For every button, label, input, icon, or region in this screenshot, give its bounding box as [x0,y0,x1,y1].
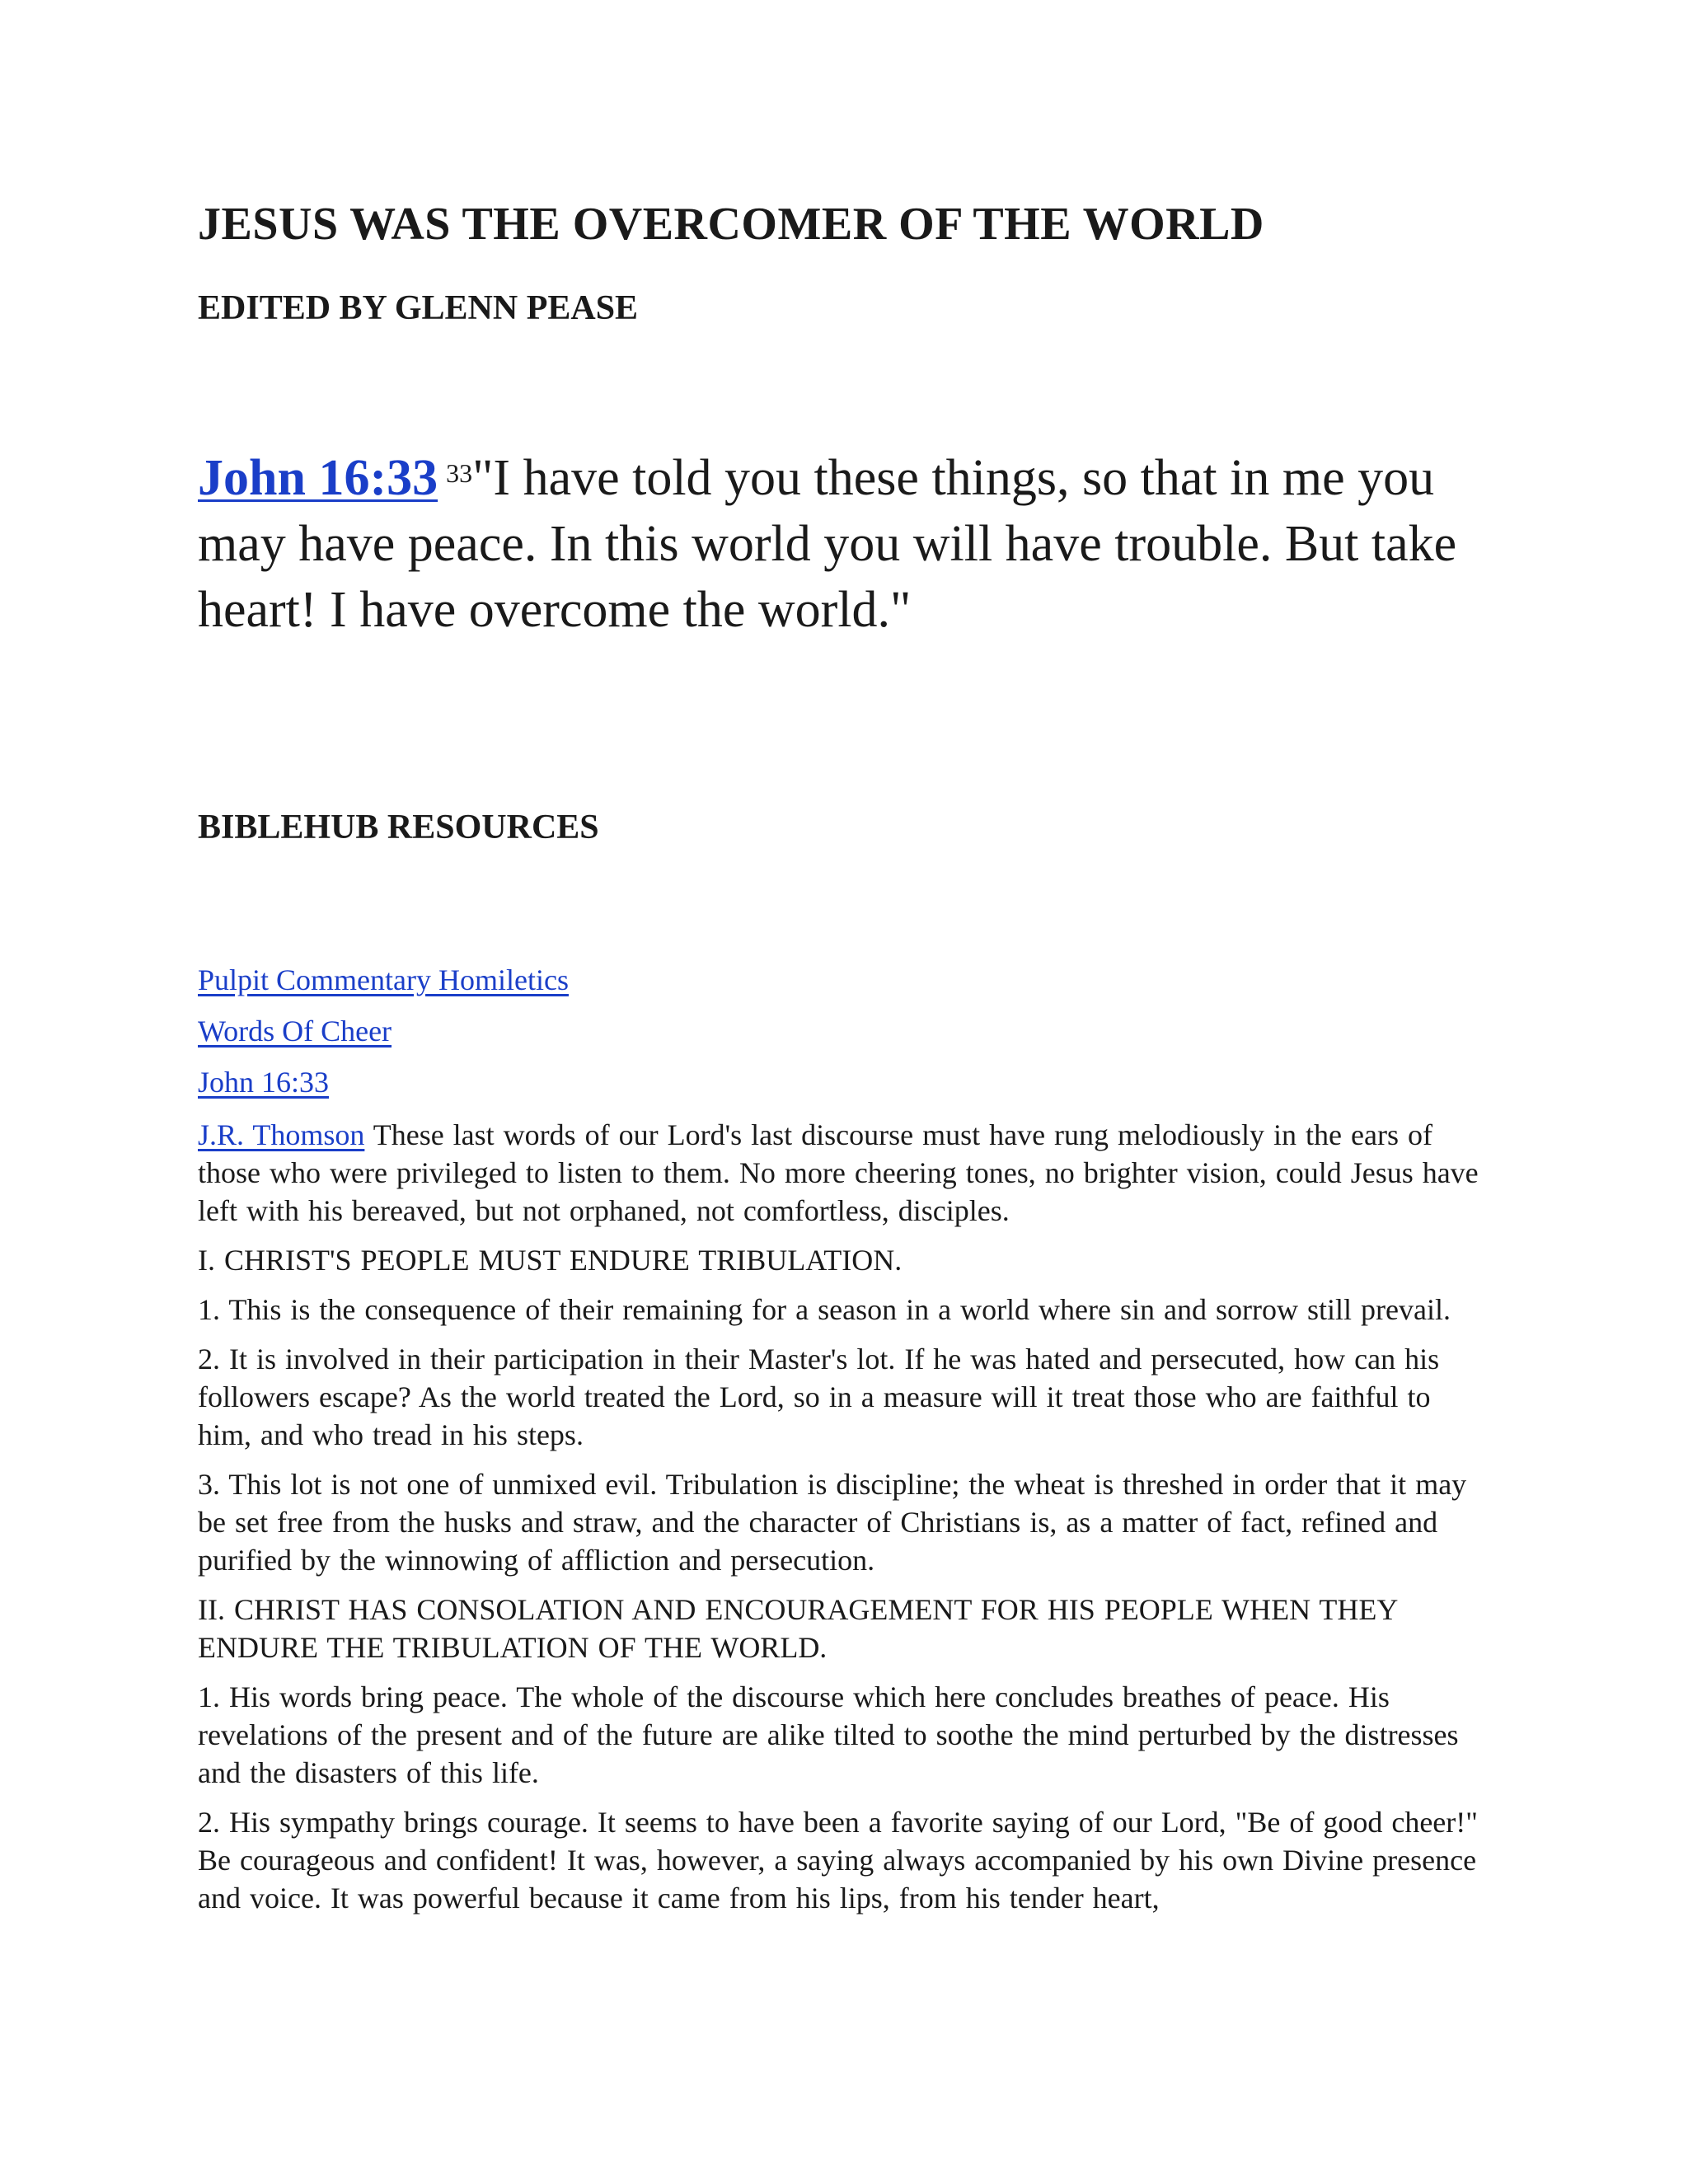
paragraph-heading-2: II. CHRIST HAS CONSOLATION AND ENCOURAGEMENT FOR HIS PEOPLE WHEN THEY ENDURE THE TRIBULATION OF THE WORLD. [198,1593,1398,1664]
paragraph: 3. This lot is not one of unmixed evil. Tribulation is discipline; the wheat is threshed in order that it may be set free from the husks and straw, and the character of Christians is, as a matter of fact, refined and purified by the winnowing of affliction and persecution. [198,1468,1467,1577]
paragraph-intro [198,1116,1484,1230]
verse-reference-link[interactable]: John 16:33 [198,450,438,506]
verse-number: 33 [446,458,473,488]
paragraph: 2. His sympathy brings courage. It seems to have been a favorite saying of our Lord, "Be of good cheer!" Be courageous and confident! It was, however, a saying always accompanied by his own Divine presence and voice. It was powerful because it came from his lips, from his tender heart, [198,1806,1478,1915]
paragraph-text: These last words of our Lord's last discourse must have rung melodiously in the ears of those who were privileged to listen to them. No more cheering tones, no brighter vision, could Jesus have left with his bereaved, but not orphaned, not comfortless, disciples. [198,1118,1479,1227]
passage-link[interactable]: John 16:33 [198,1066,330,1099]
commentary-link[interactable]: Pulpit Commentary Homiletics [198,963,569,996]
verse-text: "I have told you these things, so that in me you may have peace. In this world you will have trouble. But take heart! I have overcome the world." [198,450,1457,638]
section-heading: BIBLEHUB RESOURCES [198,808,599,846]
paragraph: 2. It is involved in their participation in their Master's lot. If he was hated and persecuted, how can his followers escape? As the world treated the Lord, so in a measure will it treat those who are faithful to him, and who tread in his steps. [198,1343,1440,1451]
commentary-body [198,1116,1484,1929]
author-link[interactable]: J.R. Thomson [198,1118,365,1151]
paragraph: 1. This is the consequence of their remaining for a season in a world where sin and sorrow still prevail. [198,1293,1451,1326]
document-title: JESUS WAS THE OVERCOMER OF THE WORLD [198,199,1264,250]
paragraph-heading-1: I. CHRIST'S PEOPLE MUST ENDURE TRIBULATION. [198,1244,903,1277]
paragraph: 1. His words bring peace. The whole of the discourse which here concludes breathes of peace. His revelations of the present and of the future are alike tilted to soothe the mind perturbed by the distresses and the disasters of this life. [198,1680,1459,1789]
verse-block [198,445,1484,643]
sermon-title-link[interactable]: Words Of Cheer [198,1015,392,1047]
document-subtitle: EDITED BY GLENN PEASE [198,289,639,327]
